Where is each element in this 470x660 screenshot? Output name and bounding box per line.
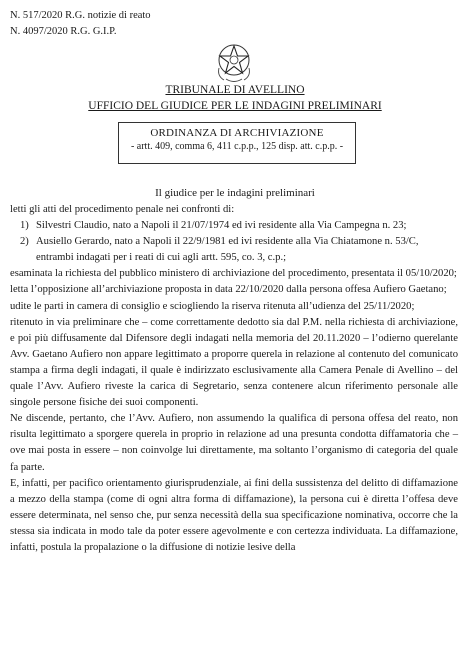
paragraph: esaminata la richiesta del pubblico ministero di archiviazione del procedimento, presentata il 05/10/2020; [10, 268, 457, 280]
paragraph: E, infatti, per pacifico orientamento giurisprudenziale, ai fini della sussistenza del delitto di diffamazione a mezzo della stampa (come di ogni altra forma di diffamazione), la persona cui è diretta l’offesa deve essere determinata, nel senso che, pur senza necessità della sua specificazione nominativa, occorre che la stessa sia indicata in modo tale da poter essere agevolmente e con certezza individuata. La diffamazione, infatti, postula la propalazione o la diffusione di notizie lesive della [10, 477, 458, 553]
document-body [10, 202, 458, 556]
paragraph: Ne discende, pertanto, che l’Avv. Aufiero, non assumendo la qualifica di persona offesa del reato, non risulta legittimato a sporgere querela in proprio in relazione ad una presunta condotta diffamatoria che – ove mai posta in essere – non coinvolge lui direttamente, ma soltanto l’organismo di categoria del quale fa parte. [10, 413, 458, 473]
court-office: UFFICIO DEL GIUDICE PER LE INDAGINI PRELIMINARI [88, 100, 382, 112]
court-name: TRIBUNALE DI AVELLINO [165, 84, 305, 96]
judge-heading: Il giudice per le indagini preliminari [155, 187, 315, 199]
case-ref-rg-notizie: N. 517/2020 R.G. notizie di reato [10, 10, 151, 21]
case-ref-gip: N. 4097/2020 R.G. G.I.P. [10, 26, 117, 37]
defendant-number: 2) [20, 236, 29, 248]
paragraph: udite le parti in camera di consiglio e sciogliendo la riserva ritenuta all’udienza del 25/11/2020; [10, 300, 415, 312]
defendant-text: Ausiello Gerardo, nato a Napoli il 22/9/1981 ed ivi residente alla Via Chiatamone n. 53/C, [36, 236, 419, 248]
defendant-text: Silvestri Claudio, nato a Napoli il 21/07/1974 ed ivi residente alla Via Campegna n. 23; [36, 220, 407, 232]
case-references [10, 8, 151, 40]
paragraph: ritenuto in via preliminare che – come correttamente dedotto sia dal P.M. nella richiesta di archiviazione, e poi più diffusamente dal Difensore degli indagati nella memoria del 20.11.2020 – l’odierno querelante Avv. Gaetano Aufiero non appare legittimato a proporre querela in relazione al contenuto del comunicato stampa a firma degli indagati, il quale è indirizzato esclusivamente alla Camera Penale di Avellino – del quale l’Avv. Aufiero riveste la carica di Segretario, senza contenere alcun riferimento personale alle singole persone fisiche dei suoi componenti. [10, 316, 458, 409]
defendants-charges: entrambi indagati per i reati di cui agli artt. 595, co. 3, c.p.; [36, 252, 287, 264]
order-title-box [118, 122, 356, 164]
defendant-item [10, 218, 458, 234]
order-articles: - artt. 409, comma 6, 411 c.p.p., 125 disp. att. c.p.p. - [130, 141, 344, 152]
defendant-item [10, 234, 458, 250]
intro-line: letti gli atti del procedimento penale nei confronti di: [10, 204, 235, 215]
paragraph: letta l’opposizione all’archiviazione proposta in data 22/10/2020 dalla persona offesa Aufiero Gaetano; [10, 284, 447, 296]
defendant-number: 1) [20, 220, 29, 232]
order-title: ORDINANZA DI ARCHIVIAZIONE [150, 127, 324, 139]
republic-emblem-icon [214, 38, 254, 84]
